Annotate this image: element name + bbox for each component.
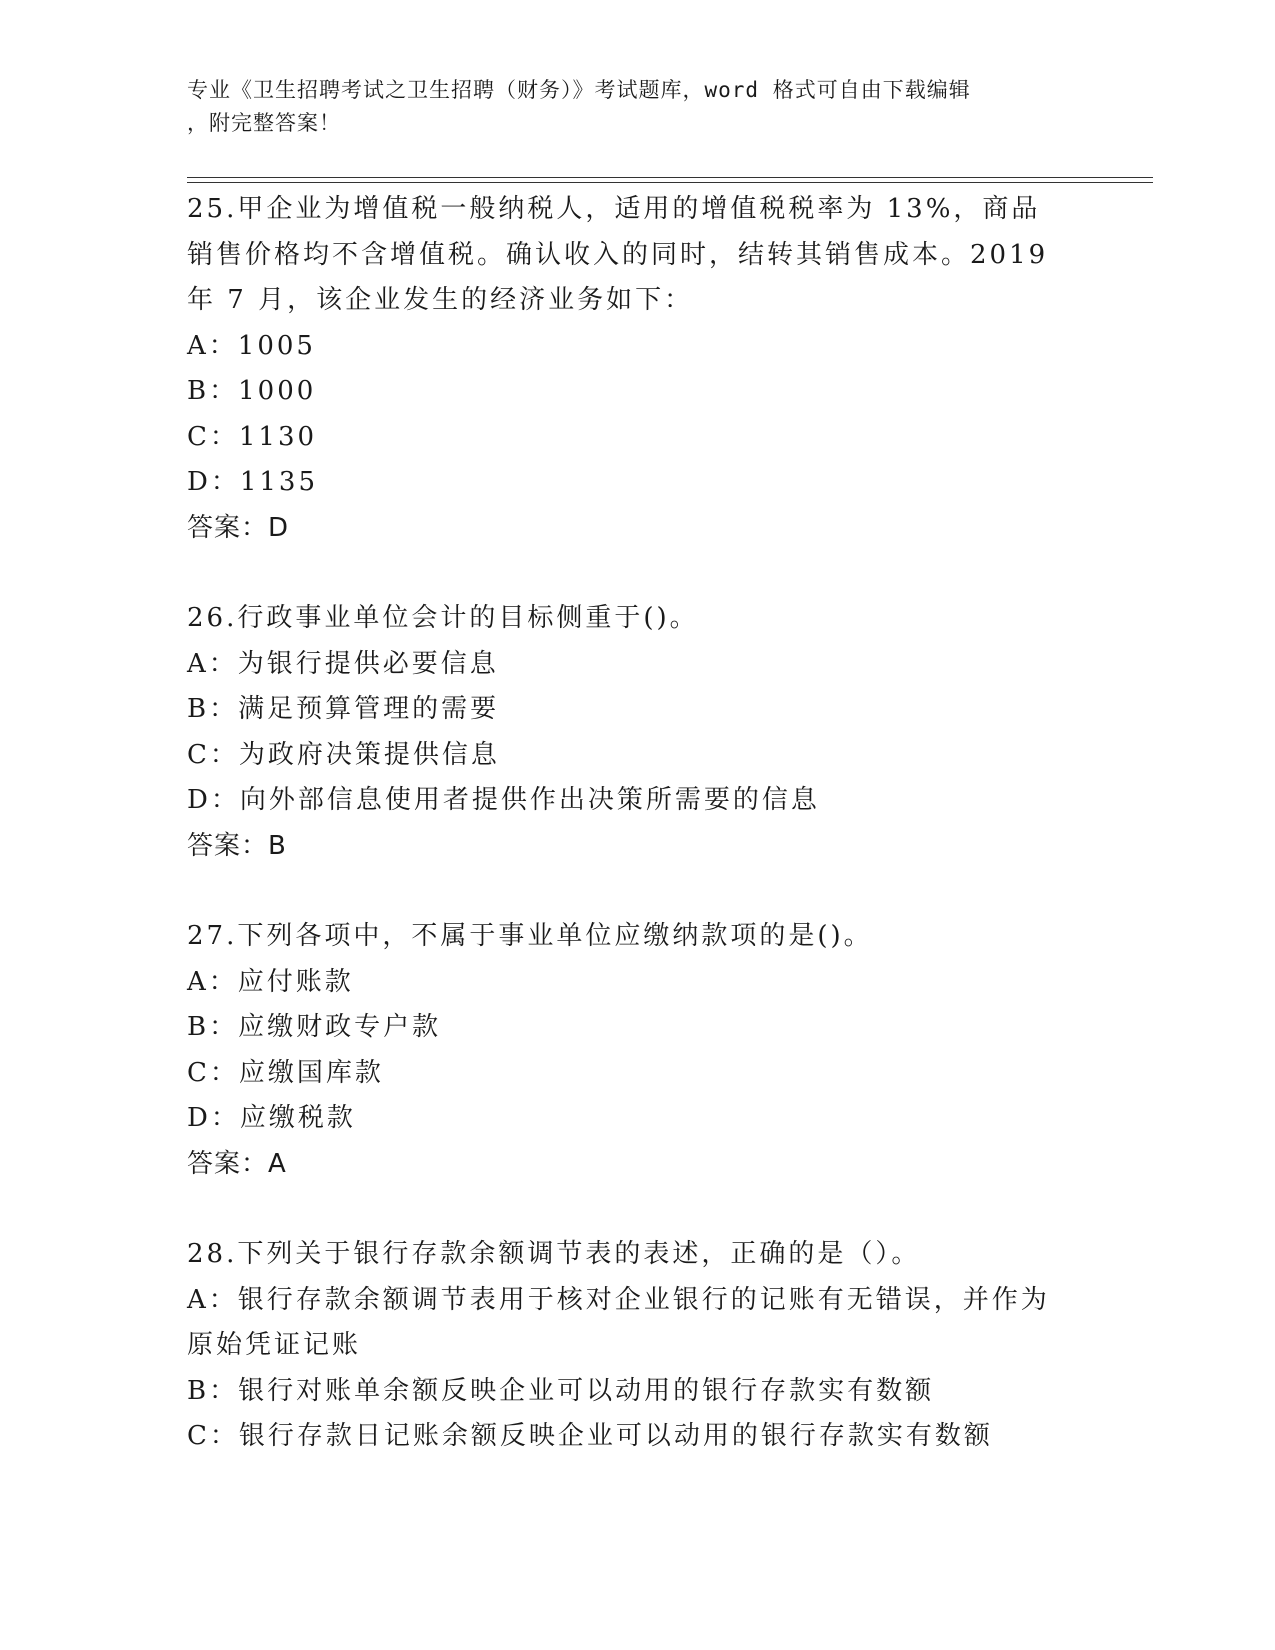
answer: 答案：B xyxy=(187,830,287,861)
question-text: 25.甲企业为增值税一般纳税人，适用的增值税税率为 13%，商品销售价格均不含增值税。确认收入的同时，结转其销售成本。2019 年 7 月，该企业发生的经济业务如下： xyxy=(187,194,1060,315)
header-line-1: 专业《卫生招聘考试之卫生招聘（财务）》考试题库，word 格式可自由下载编辑 xyxy=(187,78,971,102)
question-26 xyxy=(187,596,1087,869)
option-a: A：为银行提供必要信息 xyxy=(187,648,499,679)
question-list xyxy=(187,187,1087,1505)
option-d: D：应缴税款 xyxy=(187,1103,356,1133)
option-a: A：银行存款余额调节表用于核对企业银行的记账有无错误，并作为原始凭证记账 xyxy=(187,1284,1050,1360)
question-27 xyxy=(187,914,1087,1187)
option-a: A：应付账款 xyxy=(187,966,354,997)
option-d: D：1135 xyxy=(187,467,319,497)
question-text: 28.下列关于银行存款余额调节表的表述，正确的是（）。 xyxy=(187,1239,921,1269)
option-d: D：向外部信息使用者提供作出决策所需要的信息 xyxy=(187,785,820,815)
option-b: B：满足预算管理的需要 xyxy=(187,694,500,724)
document-header xyxy=(187,74,1067,140)
option-a: A：1005 xyxy=(187,330,316,361)
option-b: B：银行对账单余额反映企业可以动用的银行存款实有数额 xyxy=(187,1375,935,1406)
question-text: 26.行政事业单位会计的目标侧重于()。 xyxy=(187,603,699,633)
option-b: B：1000 xyxy=(187,376,317,406)
header-divider-bottom xyxy=(187,182,1153,183)
answer: 答案：A xyxy=(187,1148,287,1179)
question-28 xyxy=(187,1232,1087,1460)
answer: 答案：D xyxy=(187,512,290,543)
option-c: C：为政府决策提供信息 xyxy=(187,739,500,770)
option-b: B：应缴财政专户款 xyxy=(187,1012,442,1042)
option-c: C：应缴国库款 xyxy=(187,1057,384,1088)
question-25 xyxy=(187,187,1087,551)
option-c: C：1130 xyxy=(187,421,318,452)
question-text: 27.下列各项中，不属于事业单位应缴纳款项的是()。 xyxy=(187,921,873,951)
header-line-2: ，附完整答案！ xyxy=(187,111,341,135)
header-divider-top xyxy=(187,177,1153,178)
option-c: C：银行存款日记账余额反映企业可以动用的银行存款实有数额 xyxy=(187,1421,993,1451)
